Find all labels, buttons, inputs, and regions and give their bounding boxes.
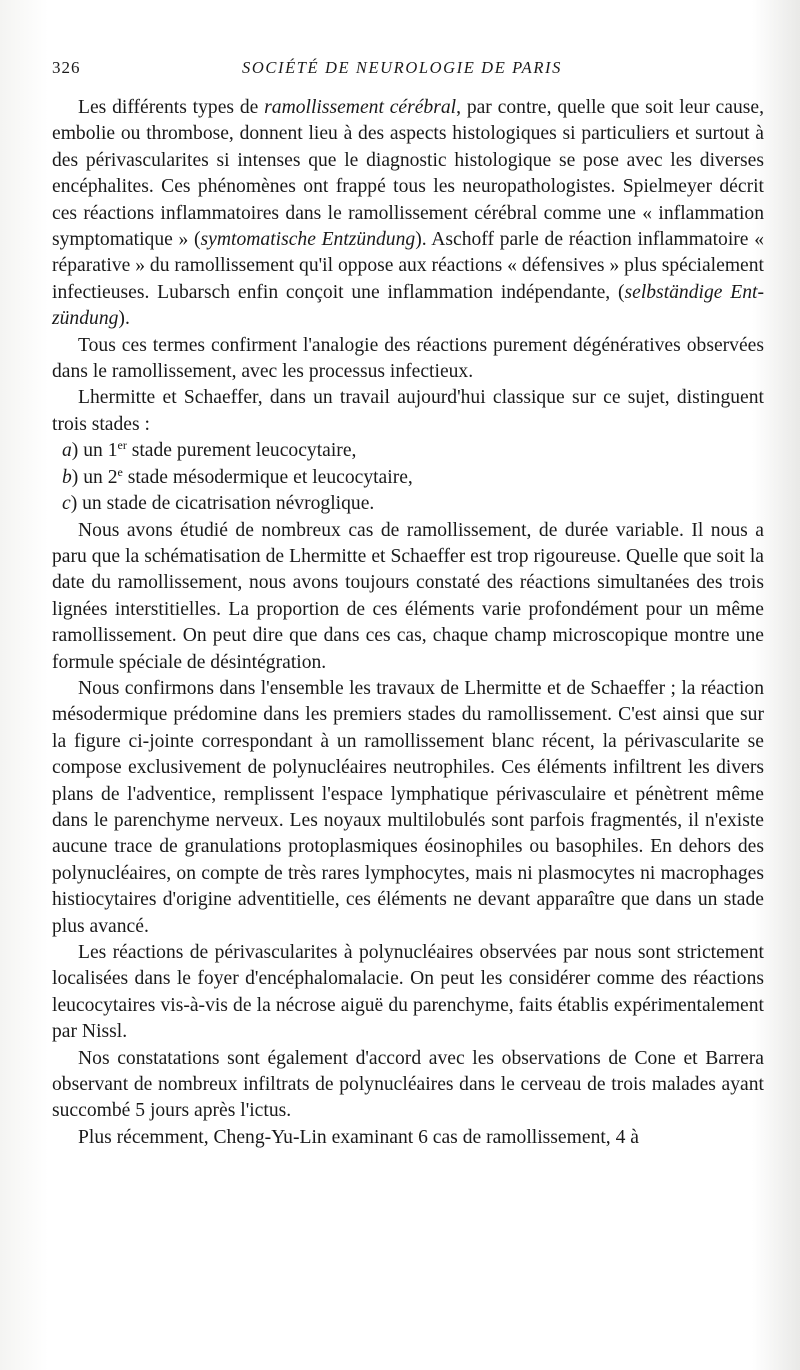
paragraph-7: Nos constatations sont également d'accord avec les observations de Cone et Barrera observant de nombreux infiltrats de polynucléaires dans le cerveau de trois malades ayant succombé 5 jours après l'ictus. <box>52 1047 764 1122</box>
paragraph-6: Les réactions de périvascularites à polynucléaires observées par nous sont strictement localisées dans le foyer d'encéphalomalacie. On peut les considérer comme des réactions leucocytaires vis-à-vis de la nécrose aiguë du parenchyme, faits établis expérimentalement par Nissl. <box>52 942 764 1043</box>
body-text <box>52 95 764 1151</box>
paragraph-8: Plus récemment, Cheng-Yu-Lin examinant 6 cas de ramollissement, 4 à <box>78 1126 639 1148</box>
paragraph-1: Les différents types de ramollissement cérébral, par contre, quelle que soit leur cause, embolie ou thrombose, donnent lieu à des aspects histologiques si particuliers et surtout à des périvascularites si intenses que le diagnostic histologique se pose avec les diverses encéphalites. Ces phénomènes ont frappé tous les neuropathologistes. Spielmeyer décrit ces réactions inflammatoires dans le ramollissement cérébral comme une « inflammation symptomatique » (symtomatische Entzündung). Aschoff parle de réaction inflammatoire « réparative » du ramollissement qu'il oppose aux réactions « défensives » plus spécialement infectieuses. Lubarsch enfin conçoit une inflammation indépendante, (selbständige Entzündung). <box>52 97 764 330</box>
page-header <box>52 58 752 88</box>
paragraph-2: Tous ces termes confirment l'analogie des réactions purement dégénératives observées dans le ramollissement, avec les processus infectieux. <box>52 334 764 383</box>
list-item-c: c) un stade de cicatrisation névroglique. <box>62 493 375 515</box>
list-item-b: b) un 2e stade mésodermique et leucocytaire, <box>62 464 413 488</box>
running-title: SOCIÉTÉ DE NEUROLOGIE DE PARIS <box>242 58 562 77</box>
paragraph-5: Nous confirmons dans l'ensemble les travaux de Lhermitte et de Schaeffer ; la réaction mésodermique prédomine dans les premiers stades du ramollissement. C'est ainsi que sur la figure ci-jointe correspondant à un ramollissement blanc récent, la périvascularite se compose exclusivement de polynucléaires neutrophiles. Ces éléments infiltrent les divers plans de l'adventice, remplissent l'espace lymphatique périvasculaire et pénètrent même dans le parenchyme nerveux. Les noyaux multilobulés sont parfois fragmentés, il n'existe aucune trace de granulations protoplasmiques éosinophiles ou basophiles. En dehors des polynucléaires, on compte de très rares lymphocytes, mais ni plasmocytes ni macrophages histiocytaires d'origine adventitielle, ces éléments ne devant apparaître que dans un stade plus avancé. <box>52 677 764 937</box>
paragraph-4: Nous avons étudié de nombreux cas de ramollissement, de durée variable. Il nous a paru que la schématisation de Lhermitte et Schaeffer est trop rigoureuse. Quelle que soit la date du ramollissement, nous avons toujours constaté des réactions simultanées des trois lignées interstitielles. La proportion de ces éléments varie profondément pour un même ramollissement. On peut dire que dans ces cas, chaque champ microscopique montre une formule spéciale de désintégration. <box>52 519 764 673</box>
list-item-a: a) un 1er stade purement leucocytaire, <box>62 438 357 462</box>
page-number: 326 <box>52 58 81 77</box>
paragraph-3: Lhermitte et Schaeffer, dans un travail aujourd'hui classique sur ce sujet, distinguent trois stades : <box>52 387 764 435</box>
